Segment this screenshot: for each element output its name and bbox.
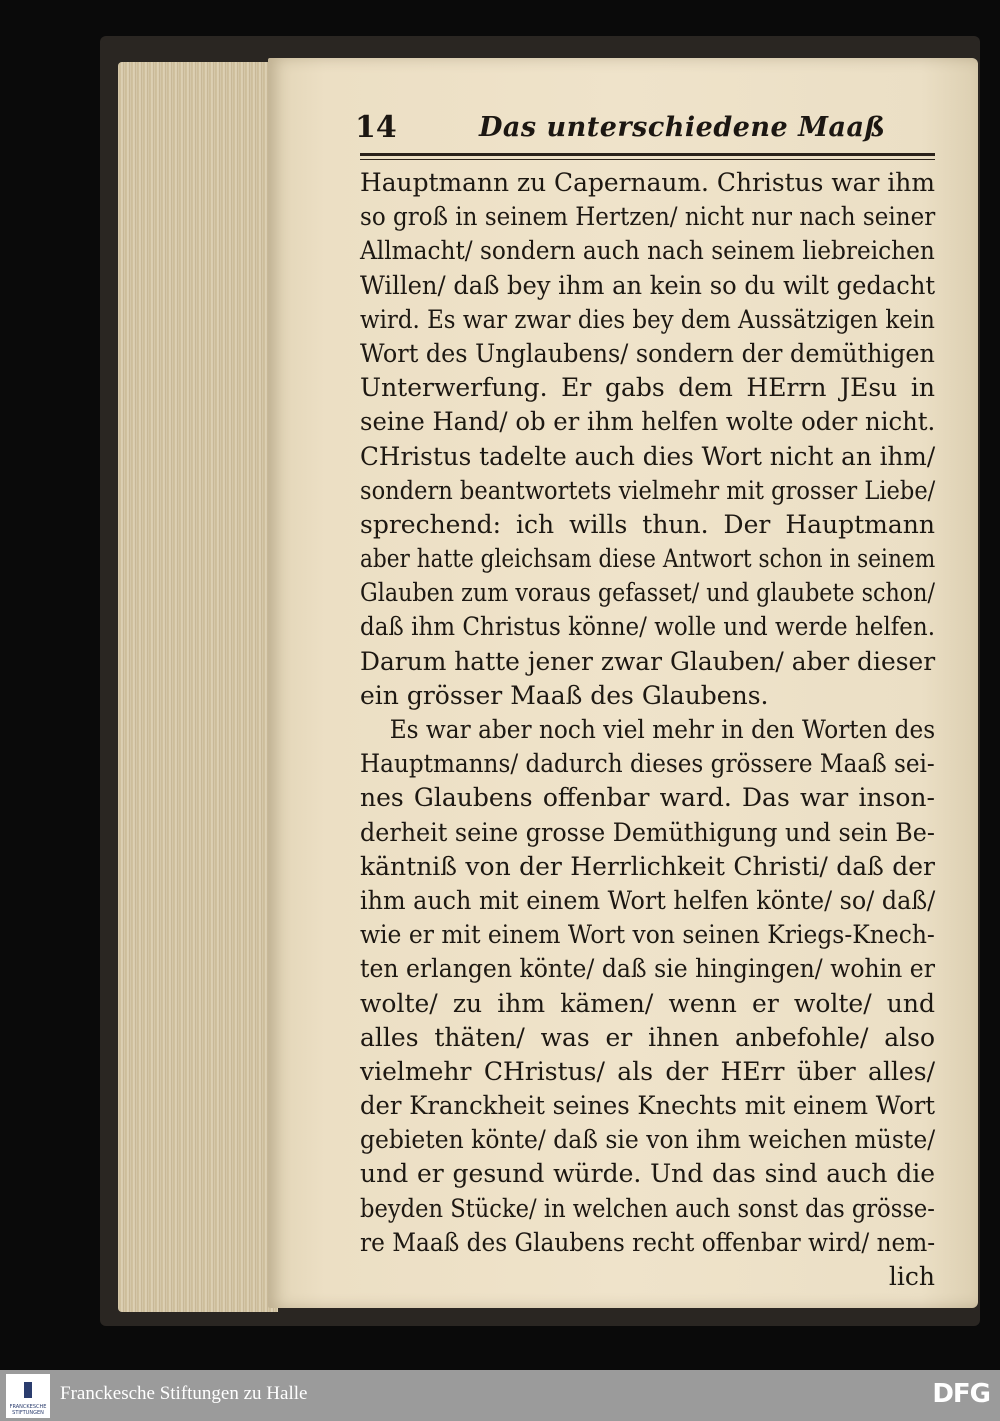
text-line: Allmacht/ sondern auch nach seinem liebreichen (360, 236, 935, 266)
text-line: Wort des Unglaubens/ sondern der demüthigen (360, 338, 935, 368)
text-line: sondern beantwortets vielmehr mit grosser Liebe/ (360, 475, 936, 505)
text-line: nes Glaubens offenbar ward. Das war inson- (360, 783, 935, 813)
text-line: ihm auch mit einem Wort helfen könte/ so/ daß/ (360, 885, 936, 915)
text-line: Willen/ daß bey ihm an kein so du wilt gedacht (360, 270, 936, 300)
running-title: Das unterschiedene Maaß (479, 112, 886, 143)
page-header (355, 108, 935, 148)
text-line: Darum hatte jener zwar Glauben/ aber dieser (360, 646, 936, 676)
text-line: aber hatte gleichsam diese Antwort schon in seinem (360, 544, 936, 574)
text-line: Glauben zum voraus gefasset/ und glaubete schon/ (360, 578, 935, 608)
dfg-logo[interactable]: DFG (932, 1379, 990, 1409)
text-line: Es war aber noch viel mehr in den Worten des (389, 715, 936, 744)
text-line: wie er mit einem Wort von seinen Kriegs-Knech- (360, 920, 935, 950)
header-rule-thin (360, 159, 935, 160)
text-line: käntniß von der Herrlichkeit Christi/ daß der (360, 851, 935, 881)
franckesche-stiftungen-logo[interactable] (6, 1374, 50, 1418)
text-line: so groß in seinem Hertzen/ nicht nur nach seiner (360, 202, 936, 232)
text-line: derheit seine grosse Demüthigung und sein Be- (360, 817, 935, 847)
text-line: wolte/ zu ihm kämen/ wenn er wolte/ und (360, 988, 935, 1018)
text-line: gebieten könte/ daß sie von ihm weichen müste/ (360, 1125, 936, 1155)
text-line: re Maaß des Glaubens recht offenbar wird/ nem- (360, 1227, 936, 1257)
text-line: seine Hand/ ob er ihm helfen wolte oder nicht. (360, 407, 936, 437)
text-line: daß ihm Christus könne/ wolle und werde helfen. (360, 612, 936, 642)
text-line: vielmehr CHristus/ als der HErr über alles/ (360, 1056, 935, 1086)
page-number: 14 (355, 110, 397, 145)
text-line: Hauptmanns/ dadurch dieses grössere Maaß sei- (360, 749, 935, 779)
header-rule (360, 153, 935, 156)
text-line: ten erlangen könte/ daß sie hingingen/ wohin er (360, 954, 935, 984)
text-line: beyden Stücke/ in welchen auch sonst das grösse- (360, 1193, 935, 1223)
page-edges (118, 62, 278, 1312)
tower-icon (24, 1382, 32, 1398)
text-line: Hauptmann zu Capernaum. Christus war ihm (360, 168, 935, 197)
text-line: der Kranckheit seines Knechts mit einem Wort (360, 1091, 936, 1121)
text-line: und er gesund würde. Und das sind auch die (360, 1159, 935, 1189)
text-line: CHristus tadelte auch dies Wort nicht an ihm/ (360, 441, 936, 471)
text-line: sprechend: ich wills thun. Der Hauptmann (360, 509, 935, 539)
text-line: ein grösser Maaß des Glaubens. (360, 680, 769, 710)
viewer-footer (0, 1370, 1000, 1421)
institution-name[interactable]: Franckesche Stiftungen zu Halle (60, 1383, 308, 1404)
text-line: wird. Es war zwar dies bey dem Aussätzigen kein (360, 304, 935, 334)
text-line: alles thäten/ was er ihnen anbefohle/ also (360, 1022, 935, 1052)
logo-text: FRANCKESCHE STIFTUNGEN (9, 1404, 47, 1416)
catchword: lich (888, 1262, 935, 1291)
text-line: Unterwerfung. Er gabs dem HErrn JEsu in (360, 373, 935, 403)
body-text (360, 166, 935, 1294)
